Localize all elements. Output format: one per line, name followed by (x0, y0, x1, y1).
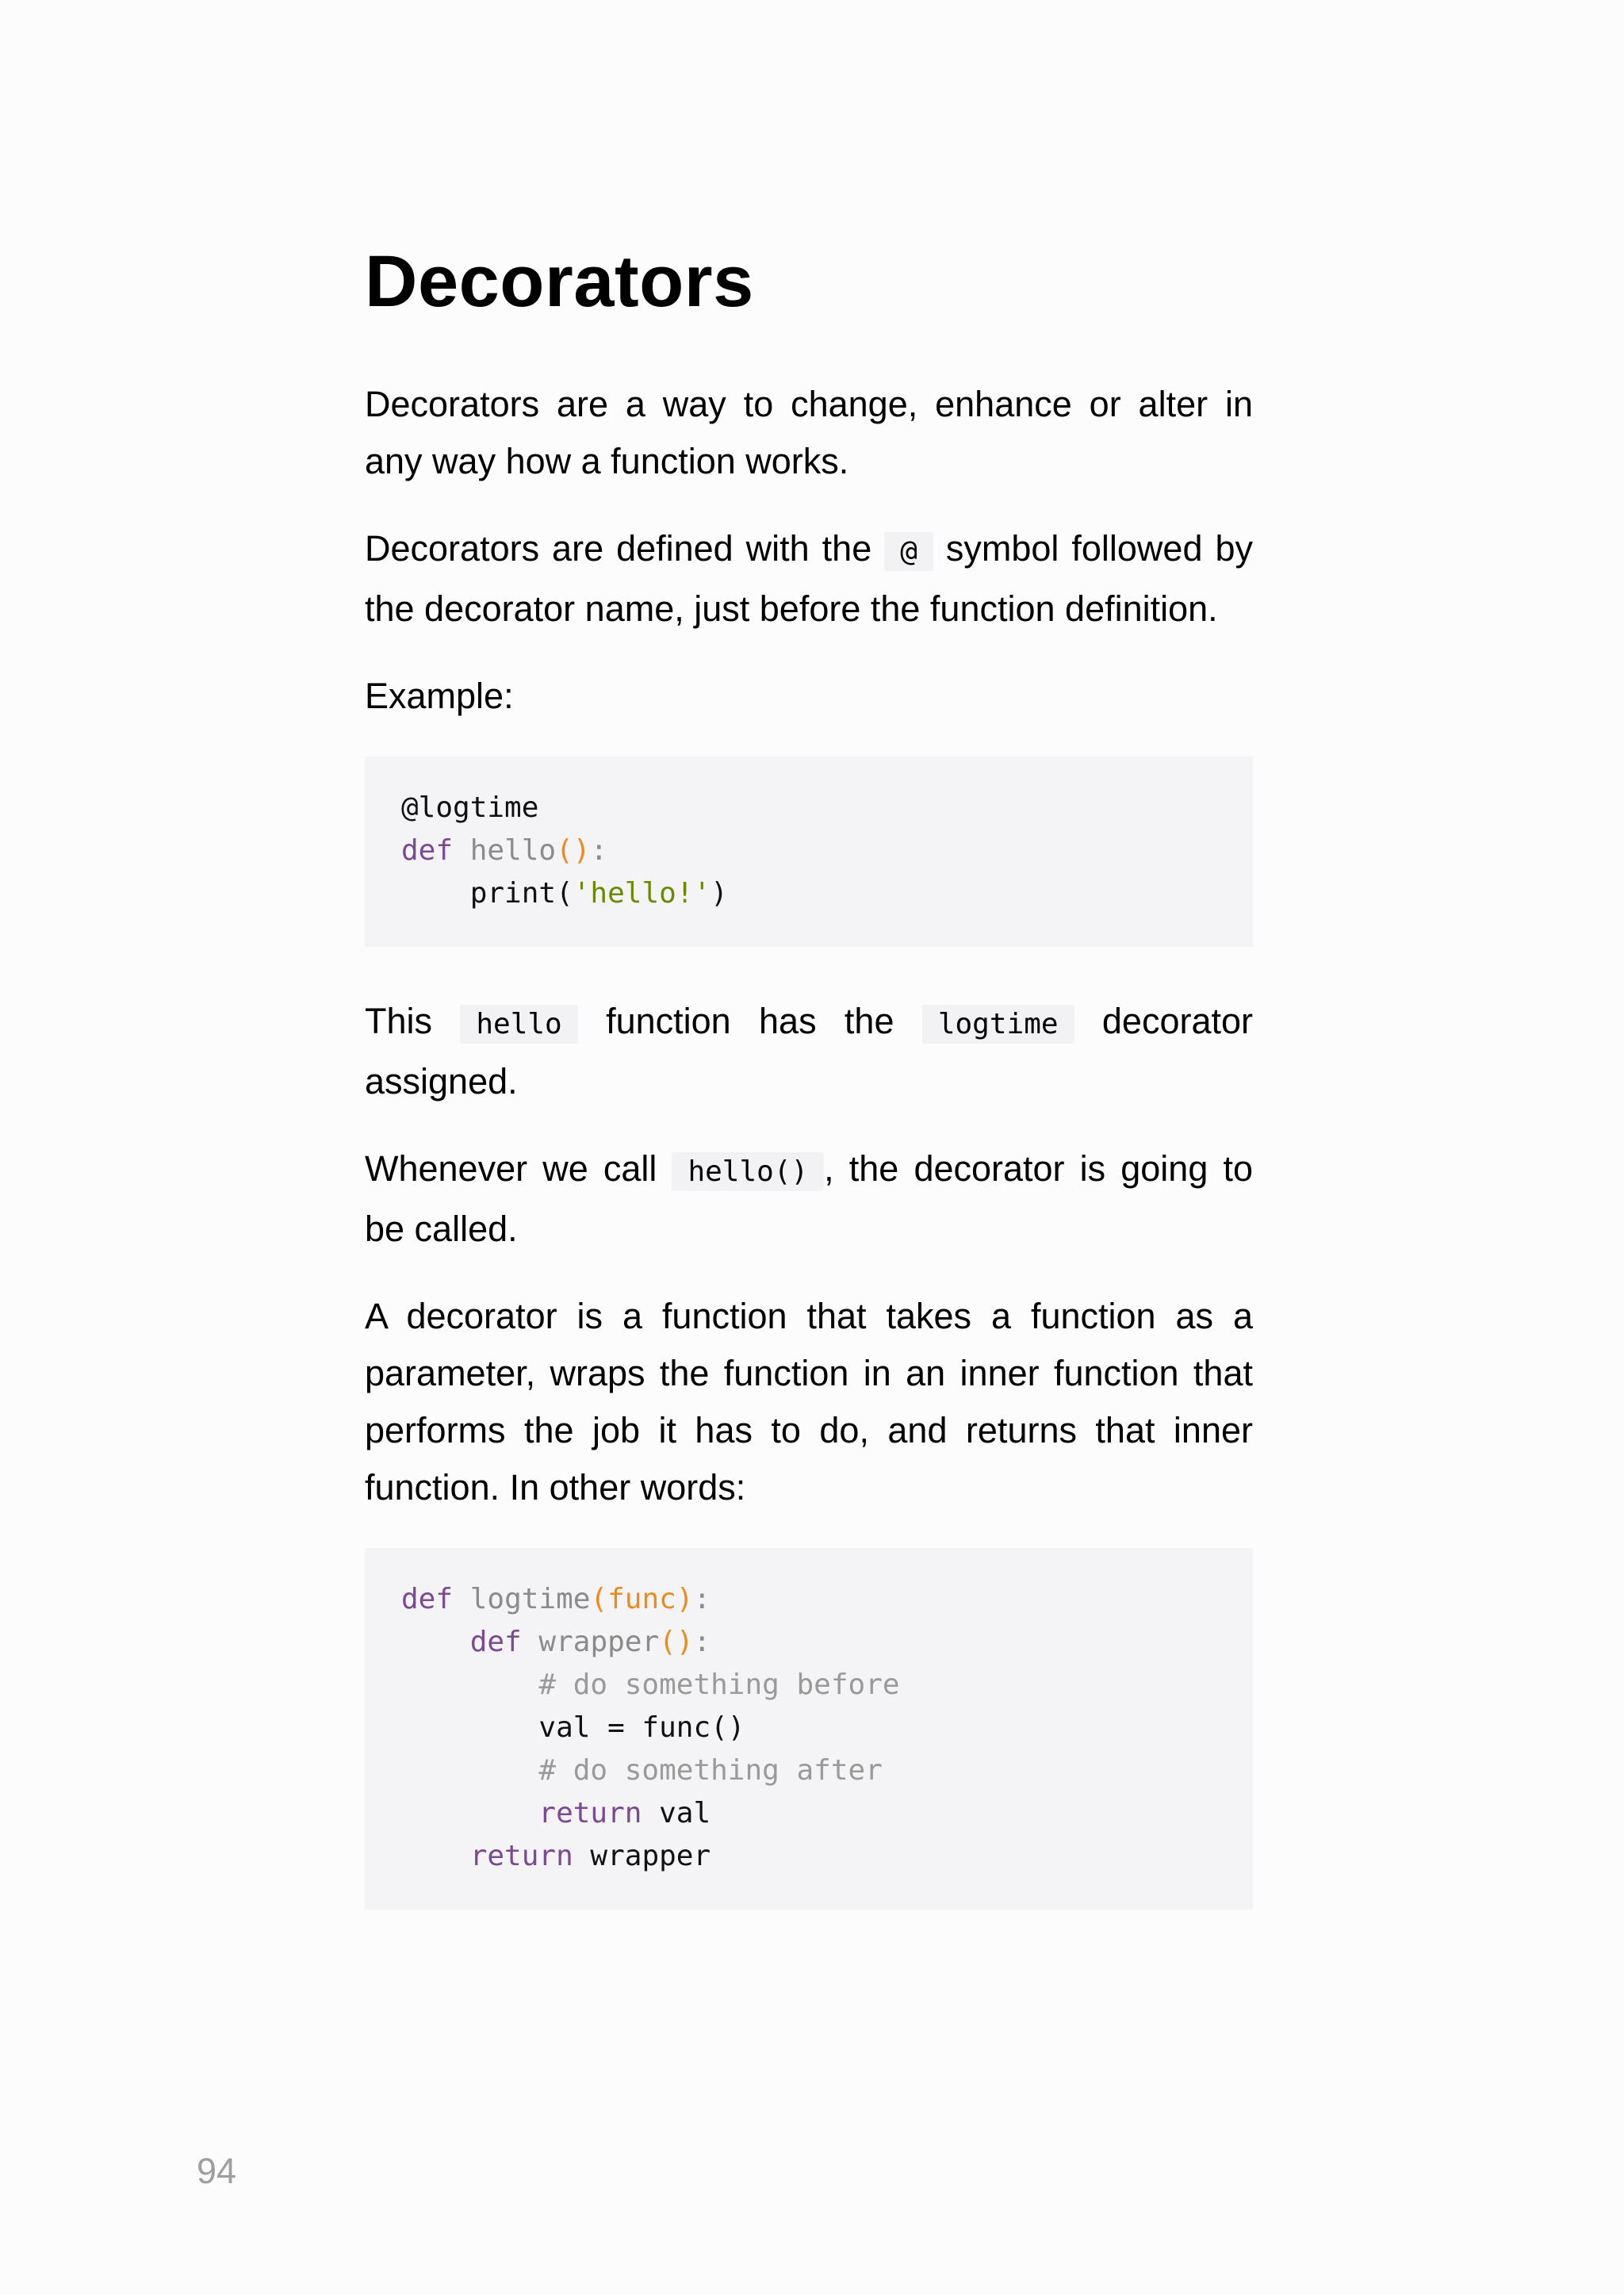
code-block-example (365, 757, 1253, 947)
page-content (365, 238, 1253, 1910)
code-line: val = func() (401, 1711, 745, 1745)
paragraph-definition (365, 520, 1253, 638)
inline-code-hello-call: hello() (672, 1152, 824, 1191)
code-comment: # do something before (401, 1669, 900, 1702)
text: decorator assigned. (365, 1001, 1253, 1102)
text: function has the (577, 1001, 922, 1042)
page-title: Decorators (365, 241, 754, 322)
code-line: def wrapper(): (469, 1626, 711, 1659)
code-line: def hello(): (401, 834, 608, 868)
code-line: return val (538, 1797, 711, 1830)
inline-code-hello: hello (460, 1005, 577, 1044)
paragraph-hello-logtime (365, 993, 1253, 1110)
inline-code-logtime: logtime (922, 1005, 1074, 1044)
text: symbol followed by the decorator name, just before the function definition. (365, 528, 1253, 630)
code-line: print('hello!') (469, 877, 728, 910)
page-number: 94 (197, 2151, 237, 2191)
code-line: def logtime(func): (401, 1583, 711, 1616)
text: Whenever we call (365, 1148, 672, 1190)
text: , the decorator is going to be called. (365, 1148, 1253, 1250)
paragraph-intro: Decorators are a way to change, enhance or alter in any way how a function works. (365, 384, 1253, 482)
paragraph-explanation: A decorator is a function that takes a function as a parameter, wraps the function in an inner function that performs the job it has to do, and returns that inner function. In other words: (365, 1296, 1253, 1508)
paragraph-example-label: Example: (365, 676, 514, 717)
paragraph-whenever (365, 1140, 1253, 1258)
code-block-logtime (365, 1548, 1253, 1910)
text: Decorators are defined with the (365, 528, 885, 569)
text: This (365, 1001, 461, 1042)
code-line: return wrapper (469, 1840, 711, 1873)
inline-code-at: @ (884, 532, 933, 571)
code-line: @logtime (401, 791, 539, 825)
code-comment: # do something after (401, 1754, 883, 1787)
